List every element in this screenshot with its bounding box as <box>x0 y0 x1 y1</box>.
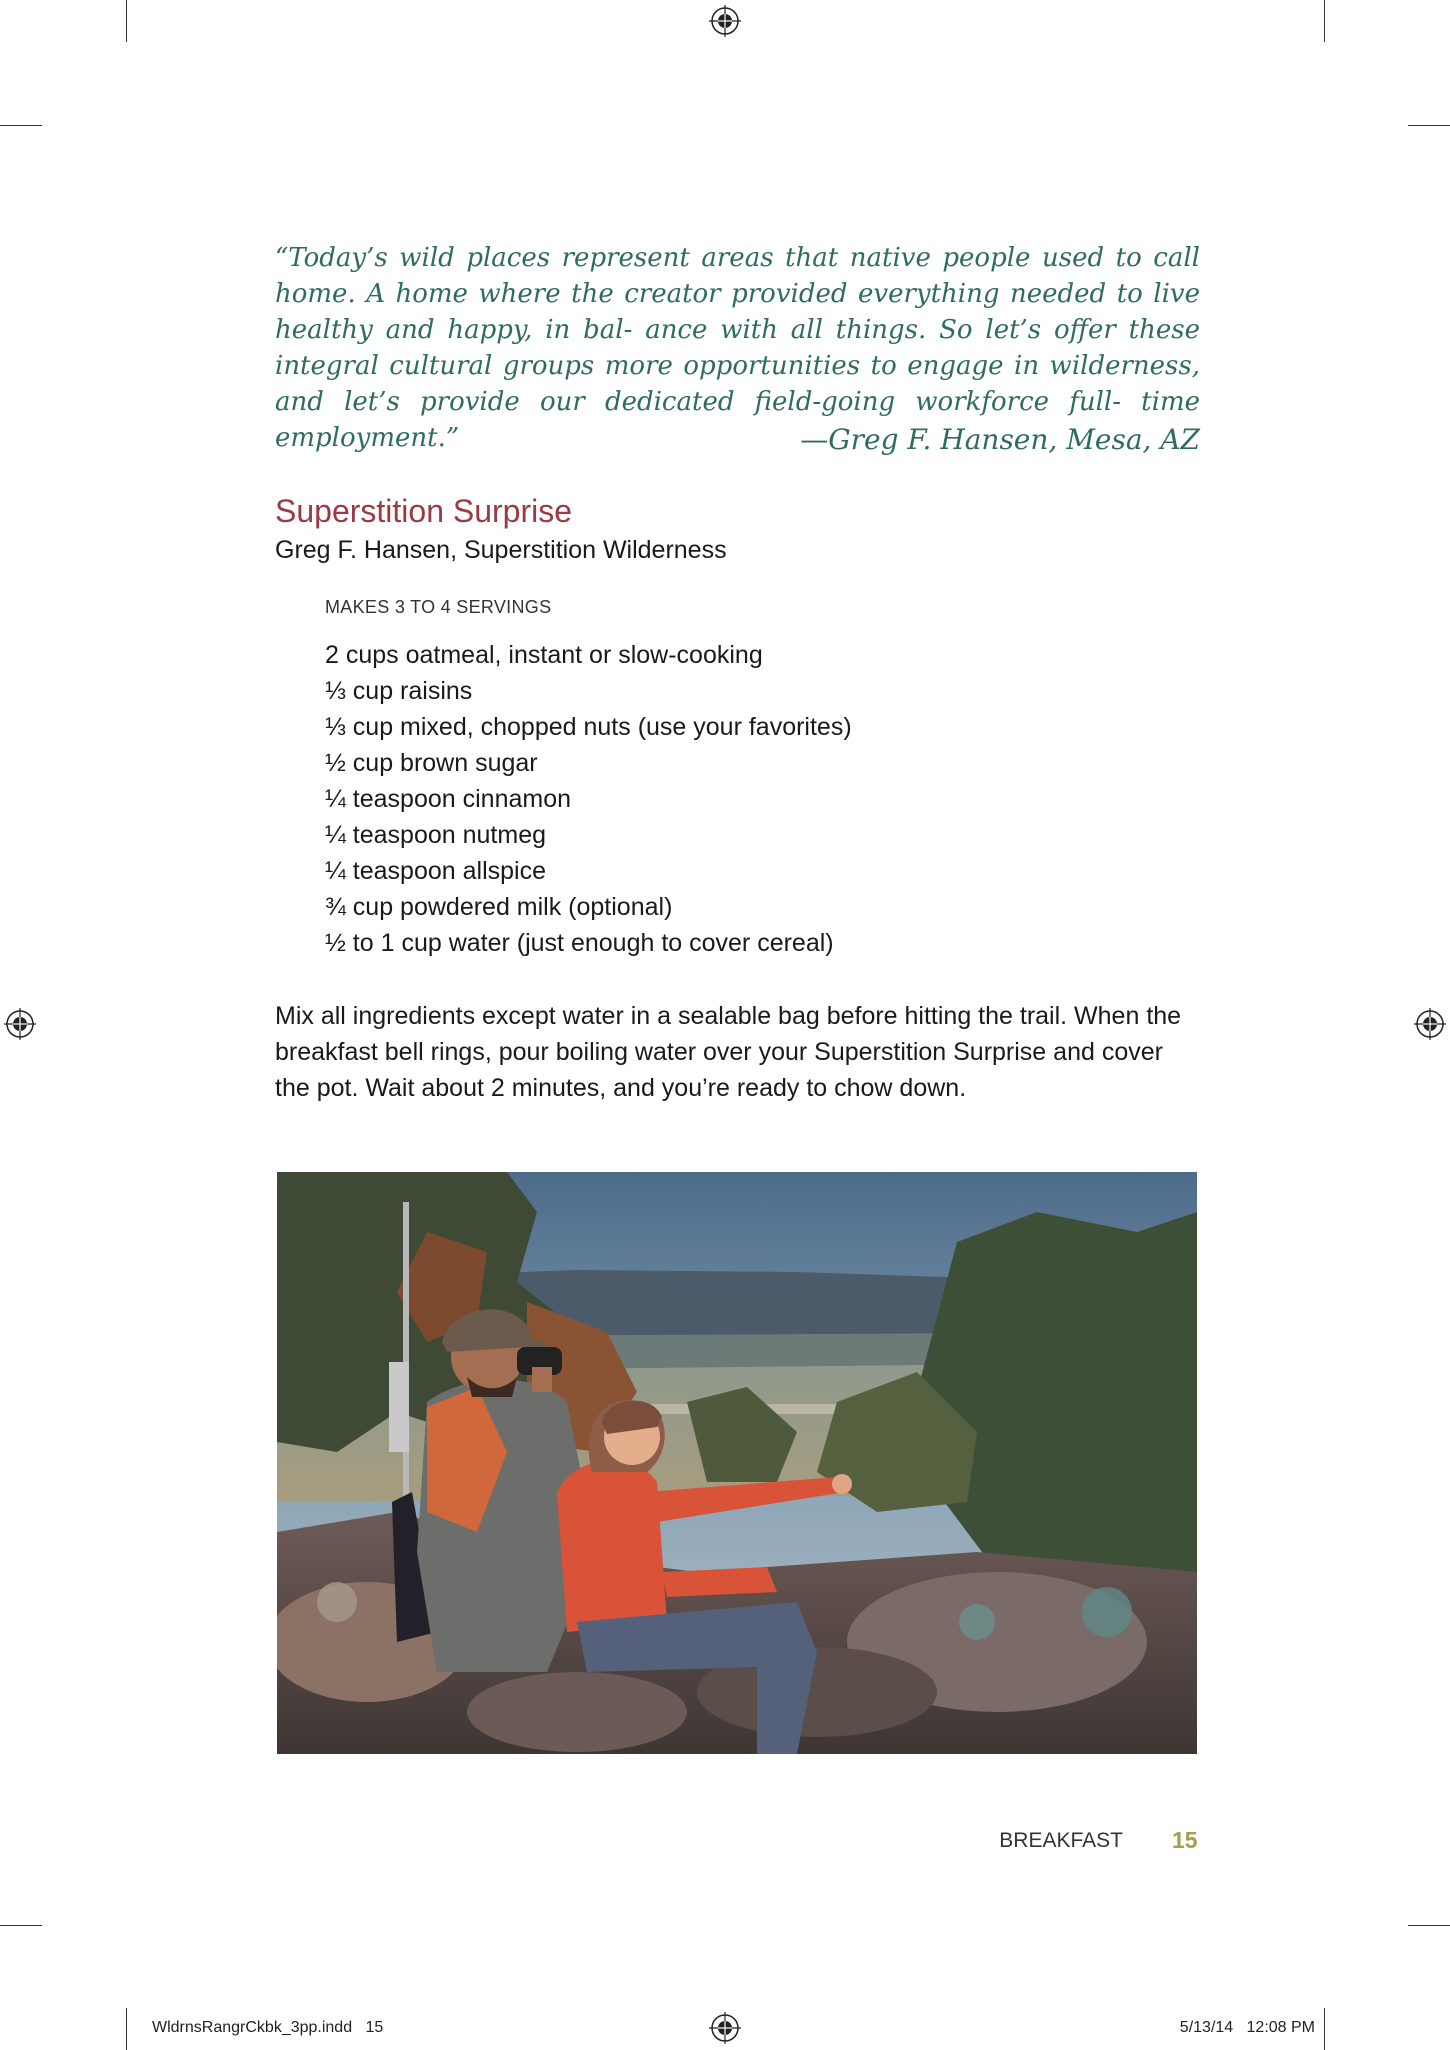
ingredient-item: ⅓ cup raisins <box>325 677 473 705</box>
slug-file-name: WldrnsRangrCkbk_3pp.indd 15 <box>152 2019 384 2036</box>
page-number: 15 <box>1172 1827 1198 1853</box>
registration-mark-icon <box>4 1008 36 1040</box>
slug-date-time: 5/13/14 12:08 PM <box>1179 2019 1315 2036</box>
registration-mark-icon <box>709 2012 741 2044</box>
recipe-author: Greg F. Hansen, Superstition Wilderness <box>275 536 727 564</box>
crop-mark-bottom-right-horizontal <box>1408 1925 1450 1926</box>
crop-mark-bottom-left-horizontal <box>0 1925 42 1926</box>
crop-mark-top-left-horizontal <box>0 125 42 126</box>
crop-mark-top-right-vertical <box>1324 0 1325 42</box>
crop-mark-bottom-right-vertical <box>1324 2008 1325 2050</box>
ingredient-list <box>325 637 852 961</box>
ingredient-item: ⅓ cup mixed, chopped nuts (use your favorites) <box>325 713 852 741</box>
crop-mark-top-left-vertical <box>126 0 127 42</box>
ingredient-item: ¼ teaspoon nutmeg <box>325 821 546 849</box>
ingredient-item: ½ cup brown sugar <box>325 749 538 777</box>
ingredient-item: ¼ teaspoon cinnamon <box>325 785 572 813</box>
quote-attribution: —Greg F. Hansen, Mesa, AZ <box>800 423 1200 456</box>
crop-mark-bottom-left-vertical <box>126 2008 127 2050</box>
registration-mark-icon <box>709 5 741 37</box>
recipe-servings: MAKES 3 TO 4 SERVINGS <box>325 597 552 617</box>
ingredient-item: 2 cups oatmeal, instant or slow-cooking <box>325 641 763 669</box>
crop-mark-top-right-horizontal <box>1408 125 1450 126</box>
pull-quote: “Today’s wild places represent areas that native people used to call home. A home where the creator provided everything needed to live healthy and happy, in bal- ance with all things. So let’s offer these integral cultural groups more opportunities to engage in wilderness, and let’s provide our dedicated field-going workforce full- time employment.” <box>275 243 1200 453</box>
ingredient-item: ¼ teaspoon allspice <box>325 857 546 885</box>
recipe-title: Superstition Surprise <box>275 493 573 529</box>
photo-man-and-girl-icon <box>277 1172 1197 1754</box>
section-label: BREAKFAST <box>999 1829 1123 1852</box>
recipe-instructions: Mix all ingredients except water in a sealable bag before hitting the trail. When the breakfast bell rings, pour boiling water over your Superstition Surprise and cover the pot. Wait about 2 minutes, and you’re ready to chow down. <box>275 1002 1182 1102</box>
ingredient-item: ¾ cup powdered milk (optional) <box>325 893 673 921</box>
ingredient-item: ½ to 1 cup water (just enough to cover cereal) <box>325 929 834 957</box>
registration-mark-icon <box>1414 1008 1446 1040</box>
